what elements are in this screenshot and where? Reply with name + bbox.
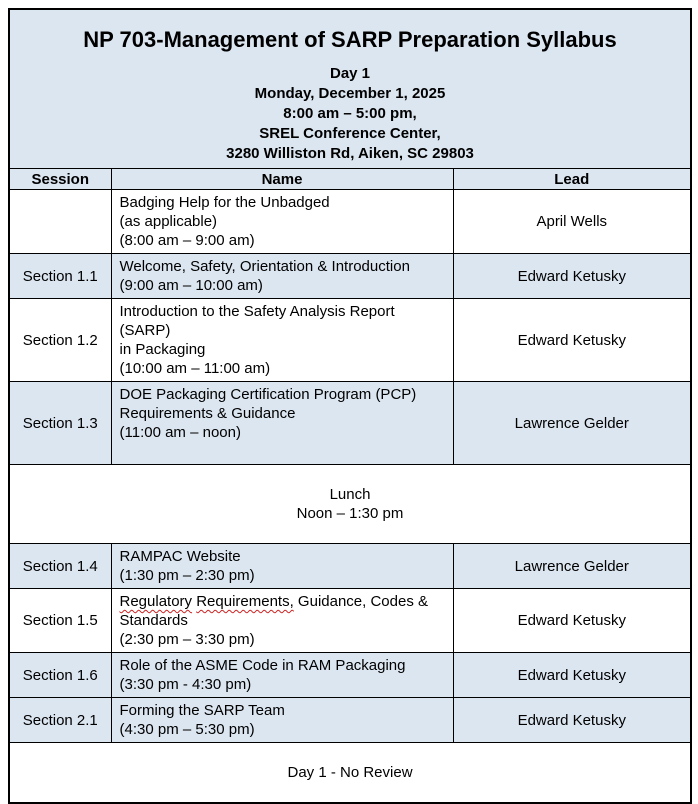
column-header-name: Name [111, 169, 453, 190]
subtitle-day: Day 1 [329, 65, 371, 82]
name-line: in Packaging [119, 341, 206, 358]
name-cell [111, 382, 453, 465]
name-line: (1:30 pm – 2:30 pm) [119, 567, 255, 584]
session-row [9, 382, 691, 465]
name-line [120, 442, 445, 461]
name-cell [111, 698, 453, 743]
session-row [9, 254, 691, 299]
name-line: (10:00 am – 11:00 am) [119, 360, 271, 377]
table-body [9, 190, 691, 804]
name-line: Introduction to the Safety Analysis Report (SARP) [119, 303, 395, 339]
column-header-session: Session [9, 169, 111, 190]
session-cell: Section 1.6 [9, 653, 111, 698]
name-line: (4:30 pm – 5:30 pm) [119, 721, 255, 738]
column-header-lead: Lead [453, 169, 691, 190]
name-line: (11:00 am – noon) [119, 424, 241, 441]
name-line: DOE Packaging Certification Program (PCP) [119, 386, 417, 403]
name-cell [111, 299, 453, 382]
name-line: (9:00 am – 10:00 am) [119, 277, 263, 294]
session-cell [9, 190, 111, 254]
break-row [9, 465, 691, 544]
lead-cell: April Wells [453, 190, 691, 254]
name-line: (as applicable) [119, 213, 218, 230]
subtitle-venue: SREL Conference Center, [259, 125, 441, 142]
lead-cell: Edward Ketusky [453, 698, 691, 743]
syllabus-table [8, 8, 692, 804]
name-line: Standards [119, 612, 188, 629]
session-row [9, 190, 691, 254]
name-cell [111, 544, 453, 589]
lead-cell: Edward Ketusky [453, 589, 691, 653]
lead-cell: Lawrence Gelder [453, 382, 691, 465]
name-cell [111, 589, 453, 653]
break-cell [9, 743, 691, 804]
title-row [9, 9, 691, 169]
subtitle-address: 3280 Williston Rd, Aiken, SC 29803 [226, 145, 474, 162]
spellcheck-word: Regulatory [119, 593, 193, 610]
name-line: Forming the SARP Team [119, 702, 285, 719]
session-row [9, 589, 691, 653]
name-line: Badging Help for the Unbadged [119, 194, 330, 211]
name-line: Day 1 - No Review [287, 764, 413, 781]
break-cell [9, 465, 691, 544]
session-cell: Section 2.1 [9, 698, 111, 743]
session-cell: Section 1.1 [9, 254, 111, 299]
session-cell: Section 1.3 [9, 382, 111, 465]
lead-cell: Edward Ketusky [453, 653, 691, 698]
spellcheck-word: Requirements, [196, 593, 294, 610]
text-segment: Guidance, Codes & [293, 593, 429, 610]
document-title: NP 703-Management of SARP Preparation Syllabus [83, 27, 617, 52]
subtitle-date: Monday, December 1, 2025 [254, 85, 446, 102]
lead-cell: Edward Ketusky [453, 254, 691, 299]
name-cell [111, 254, 453, 299]
title-cell [9, 9, 691, 169]
session-cell: Section 1.2 [9, 299, 111, 382]
session-row [9, 299, 691, 382]
name-line: Lunch [329, 486, 371, 503]
session-cell: Section 1.4 [9, 544, 111, 589]
name-cell [111, 653, 453, 698]
lead-cell: Edward Ketusky [453, 299, 691, 382]
session-cell: Section 1.5 [9, 589, 111, 653]
lead-cell: Lawrence Gelder [453, 544, 691, 589]
name-line: RAMPAC Website [119, 548, 241, 565]
name-cell [111, 190, 453, 254]
name-line: (8:00 am – 9:00 am) [119, 232, 255, 249]
name-line: Welcome, Safety, Orientation & Introduction [119, 258, 410, 275]
session-row [9, 698, 691, 743]
name-line: Role of the ASME Code in RAM Packaging [119, 657, 406, 674]
column-header-row [9, 169, 691, 190]
name-line: (2:30 pm – 3:30 pm) [119, 631, 255, 648]
name-line [120, 592, 445, 611]
name-line: (3:30 pm - 4:30 pm) [119, 676, 252, 693]
break-row [9, 743, 691, 804]
name-line: Noon – 1:30 pm [296, 505, 404, 522]
session-row [9, 544, 691, 589]
session-row [9, 653, 691, 698]
name-line: Requirements & Guidance [119, 405, 296, 422]
subtitle-time: 8:00 am – 5:00 pm, [283, 105, 417, 122]
